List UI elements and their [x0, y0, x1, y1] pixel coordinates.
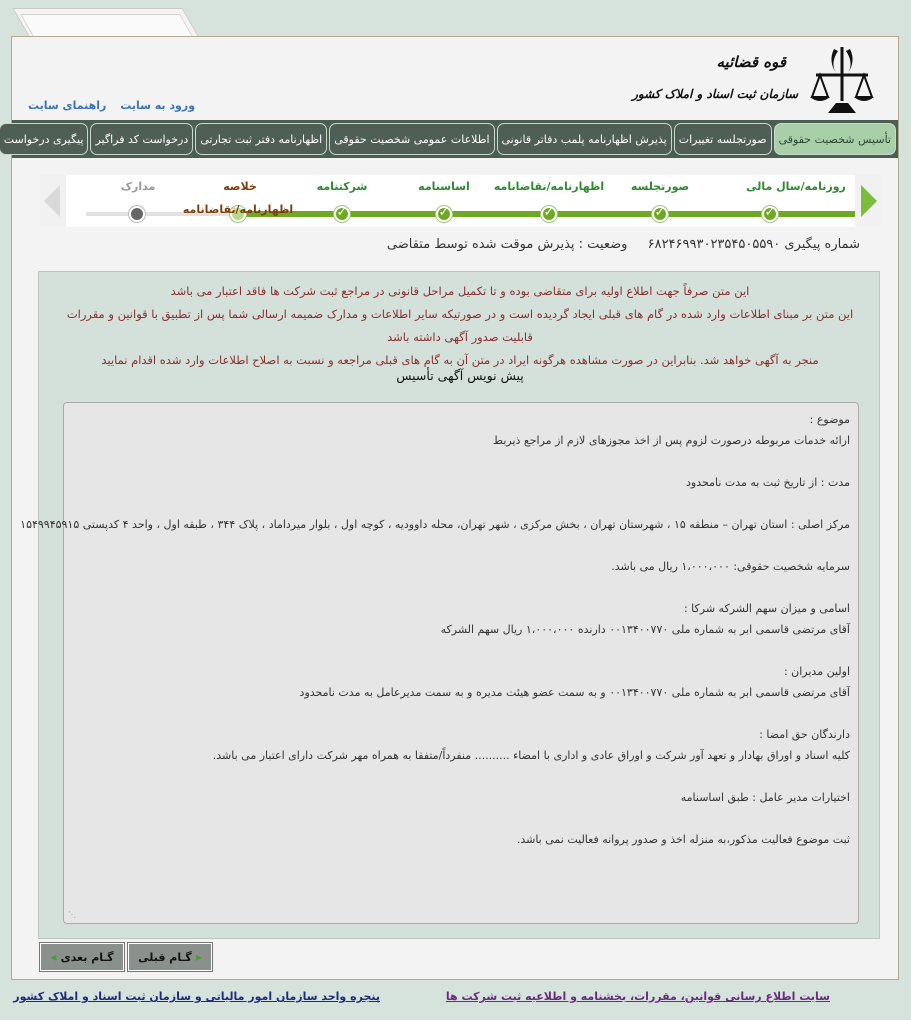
duration-text: مدت : از تاریخ ثبت به مدت نامحدود: [686, 476, 851, 489]
nav-guide-link[interactable]: راهنمای سایت: [29, 99, 108, 112]
step-label-documents: مدارک: [121, 180, 157, 193]
stepper-forward-arrow[interactable]: [856, 175, 882, 227]
notice-box: [54, 280, 868, 372]
step-label-summary: خلاصه: [224, 180, 258, 193]
status-line: [372, 237, 861, 252]
check-icon: ✓: [765, 205, 777, 220]
notice-line: این متن بر مبنای اطلاعات وارد شده در گام های قبلی ایجاد گردیده است و در صورتیکه سایر اطلاعات و مدارک ضمیمه ارسالی شما پس از تطبیق با قوانین و مقررات قابلیت صدور آگهی داشته باشد: [67, 307, 855, 344]
prev-step-label: گـام قبلی: [139, 950, 193, 964]
stepper-back-arrow[interactable]: [41, 175, 67, 227]
triangle-left-icon: [41, 175, 67, 227]
check-icon: ✓: [544, 205, 556, 220]
address-text: مرکز اصلی : استان تهران – منطقه ۱۵ ، شهرستان تهران ، بخش مرکزی ، شهر تهران، محله داوودیه ، کوچه اول ، بلوار میرداماد ، پلاک ۳۴۴ ، طبقه اول ، واحد ۴ کدپستی ۱۵۴۹۹۴۵۹۱۵: [21, 518, 851, 531]
notice-line: این متن صرفاً جهت اطلاع اولیه برای متقاضی بوده و تا تکمیل مراحل قانونی در مراجع ثبت شرکت ها فاقد اعتبار می باشد: [171, 284, 751, 298]
tab-commercial-register-declaration[interactable]: اظهارنامه دفتر ثبت تجارتی: [196, 123, 328, 155]
triangle-right-icon: [856, 175, 882, 227]
arrow-left-icon: ◂: [51, 950, 62, 964]
org-subtitle: سازمان ثبت اسناد و املاک کشور: [633, 87, 799, 101]
subject-text: ارائه خدمات مربوطه درصورت لزوم پس از اخذ مجوزهای لازم از مراجع ذیربط: [493, 434, 851, 447]
arrow-right-icon: ▸: [192, 950, 203, 964]
request-status: وضعیت : پذیرش موقت شده توسط متقاضی: [387, 237, 629, 252]
step-label-newspaper: روزنامه/سال مالی: [747, 180, 847, 193]
tab-entity-general-info[interactable]: اطلاعات عمومی شخصیت حقوقی: [330, 123, 495, 155]
directors-label: اولین مدیران :: [784, 665, 851, 678]
draft-textarea[interactable]: [21, 402, 860, 924]
check-icon: ✓: [337, 205, 349, 220]
main-frame: [4, 36, 900, 980]
tracking-number: شماره پیگیری ۶۸۲۴۶۹۹۳۰۲۳۵۴۵۰۵۵۹۰: [648, 237, 861, 252]
emblem-icon: [809, 43, 877, 119]
tab-change-minutes[interactable]: صورتجلسه تغییرات: [675, 123, 773, 155]
main-tab-bar: [4, 120, 899, 158]
tab-comprehensive-code-request[interactable]: درخواست کد فراگیر: [91, 123, 194, 155]
step-label-declaration: اظهارنامه/تقاضانامه: [494, 180, 606, 193]
partners-text: آقای مرتضی قاسمی ابر به شماره ملی ۰۰۱۳۴۰۰۷۷۰ دارنده ۱،۰۰۰،۰۰۰ ریال سهم الشرکه: [441, 623, 851, 636]
page-tab-decoration: [21, 14, 195, 38]
signatories-label: دارندگان حق امضا :: [760, 728, 851, 741]
signatories-text: کلیه اسناد و اوراق بهادار و تعهد آور شرکت و اوراق عادی و اداری با امضاء .......... منفرداً/متفقا به همراه مهر شرکت دارای اعتبار می باشد.: [213, 749, 851, 762]
step-dot-documents[interactable]: [130, 206, 146, 222]
check-icon: ✓: [439, 205, 451, 220]
step-label-minutes: صورتجلسه: [631, 180, 691, 193]
header: [13, 37, 899, 121]
draft-panel: [21, 271, 881, 939]
org-title: قوه قضائیه: [717, 53, 787, 71]
footer-link-regulations[interactable]: سایت اطلاع رسانی قوانین، مقررات، بخشنامه و اطلاعیه ثبت شرکت ها: [446, 990, 831, 1003]
draft-title: پیش نویس آگهی تأسیس: [397, 368, 525, 383]
capital-text: سرمایه شخصیت حقوقی: ۱،۰۰۰،۰۰۰ ریال می باشد.: [612, 560, 851, 573]
license-note-text: ثبت موضوع فعالیت مذکور،به منزله اخذ و صدور پروانه فعالیت نمی باشد.: [517, 833, 851, 846]
check-icon: ✓: [655, 205, 667, 220]
footer-link-tax-window[interactable]: پنجره واحد سازمان امور مالیاتی و سازمان ثبت اسناد و املاک کشور: [14, 990, 381, 1003]
step-label-company-deed: شرکتنامه: [317, 180, 369, 193]
tab-track-request[interactable]: پیگیری درخواست: [0, 123, 89, 155]
ceo-powers-text: اختیارات مدیر عامل : طبق اساسنامه: [681, 791, 851, 804]
top-nav: [19, 99, 196, 112]
tab-seal-declaration[interactable]: پذیرش اظهارنامه پلمب دفاتر قانونی: [498, 123, 673, 155]
notice-line: منجر به آگهی خواهد شد. بنابراین در صورت مشاهده هرگونه ایراد در متن آن به گام های قبلی مراجعه و نسبت به اصلاح اطلاعات وارد شده اقدام نمایید: [102, 353, 820, 367]
next-step-label: گـام بعدی: [61, 950, 115, 964]
subject-label: موضوع :: [810, 413, 851, 426]
wizard-stepper: [41, 175, 882, 227]
step-label-articles: اساسنامه: [419, 180, 471, 193]
directors-text: آقای مرتضی قاسمی ابر به شماره ملی ۰۰۱۳۴۰۰۷۷۰ و به سمت عضو هیئت مدیره و به سمت مدیرعامل به مدت نامحدود: [300, 686, 851, 699]
tab-establish-legal-entity[interactable]: تأسیس شخصیت حقوقی: [775, 123, 897, 155]
next-step-button[interactable]: [41, 943, 125, 971]
resize-handle-icon[interactable]: ⋰: [69, 910, 77, 919]
partners-label: اسامی و میزان سهم الشرکه شرکا :: [684, 602, 851, 615]
step-sublabel-summary: اظهارنامه/تقاضانامه: [183, 203, 295, 216]
nav-login-link[interactable]: ورود به سایت: [121, 99, 197, 112]
prev-step-button[interactable]: [129, 943, 213, 971]
